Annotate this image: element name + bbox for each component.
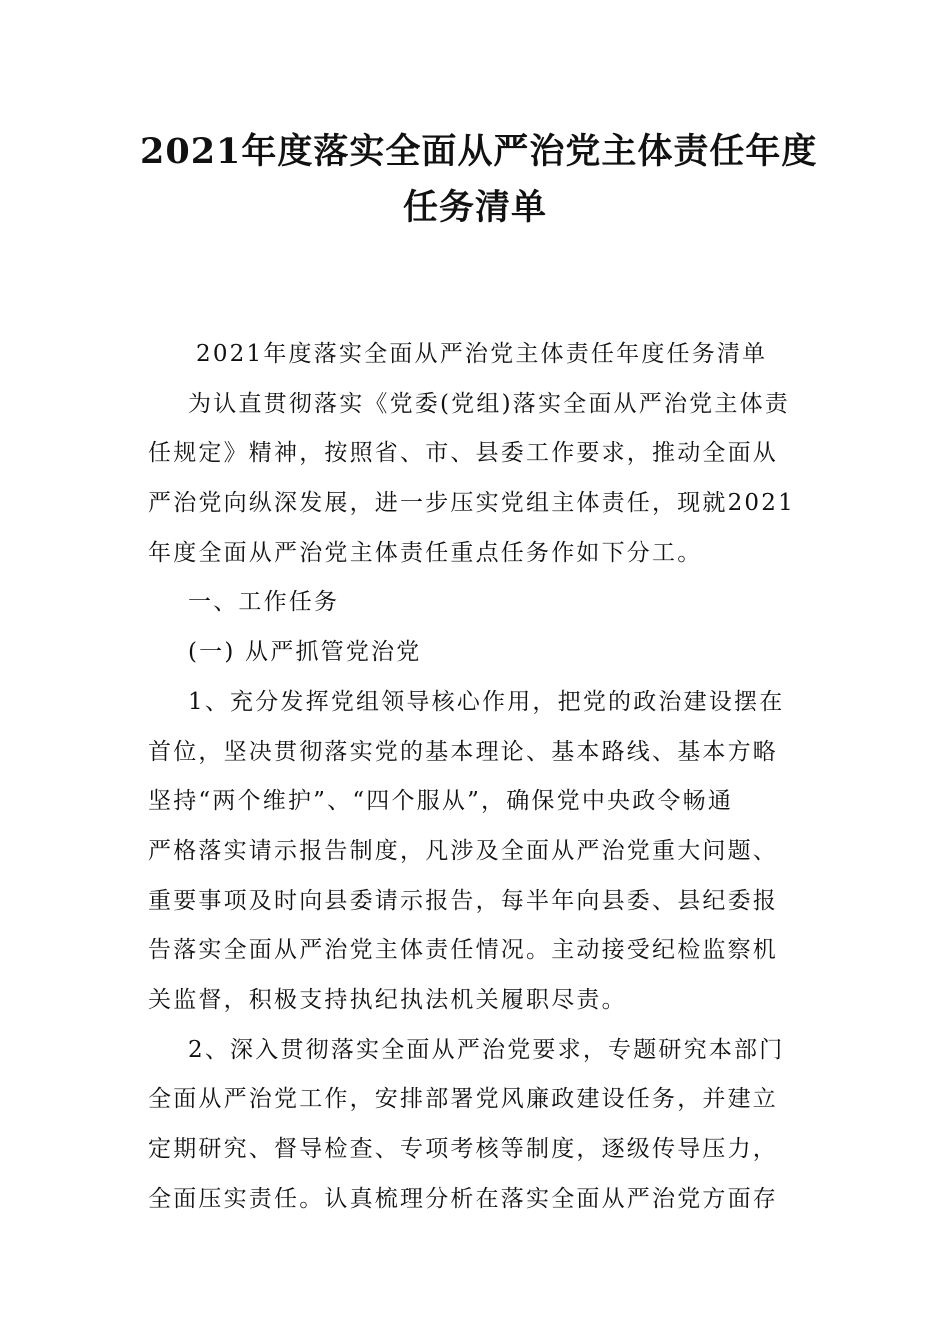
paragraph-intro-line-1: 为认直贯彻落实《党委(党组)落实全面从严治党主体责 <box>188 390 790 417</box>
item-2-line-2: 全面从严治党工作，安排部署党风廉政建设任务，并建立 <box>148 1086 778 1113</box>
item-1-line-7: 关监督，积极支持执纪执法机关履职尽责。 <box>148 986 627 1013</box>
item-1-line-1: 1、充分发挥党组领导核心作用，把党的政治建设摆在 <box>188 688 785 715</box>
title-line-1: 2021年度落实全面从严治党主体责任年度 <box>140 131 818 172</box>
document-title <box>140 124 818 236</box>
paragraph-intro-line-2: 任规定》精神，按照省、市、县委工作要求，推动全面从 <box>148 440 778 467</box>
item-1-line-2: 首位，坚决贯彻落实党的基本理论、基本路线、基本方略 <box>148 738 778 765</box>
item-1-line-6: 告落实全面从严治党主体责任情况。主动接受纪检监察机 <box>148 937 778 964</box>
document-body <box>148 330 808 1224</box>
section-heading: 一、工作任务 <box>188 589 340 616</box>
item-2-line-4: 全面压实责任。认真梳理分析在落实全面从严治党方面存 <box>148 1185 778 1212</box>
item-2-line-1: 2、深入贯彻落实全面从严治党要求，专题研究本部门 <box>188 1036 785 1063</box>
item-2-line-3: 定期研究、督导检查、专项考核等制度，逐级传导压力， <box>148 1136 778 1162</box>
item-1-line-4: 严格落实请示报告制度，凡涉及全面从严治党重大问题、 <box>148 837 778 864</box>
subsection-heading: (一) 从严抓管党治党 <box>188 639 422 666</box>
subtitle-line: 2021年度落实全面从严治党主体责任年度任务清单 <box>196 341 768 367</box>
item-1-line-5: 重要事项及时向县委请示报告，每半年向县委、县纪委报 <box>148 887 778 914</box>
paragraph-intro-line-4: 年度全面从严治党主体责任重点任务作如下分工。 <box>148 539 703 566</box>
paragraph-intro-line-3: 严治党向纵深发展，进一步压实党组主体责任，现就2021 <box>148 490 795 517</box>
title-line-2: 任务清单 <box>402 187 547 228</box>
item-1-line-3: 坚持“两个维护”、“四个服从”，确保党中央政令畅通 <box>148 788 734 815</box>
